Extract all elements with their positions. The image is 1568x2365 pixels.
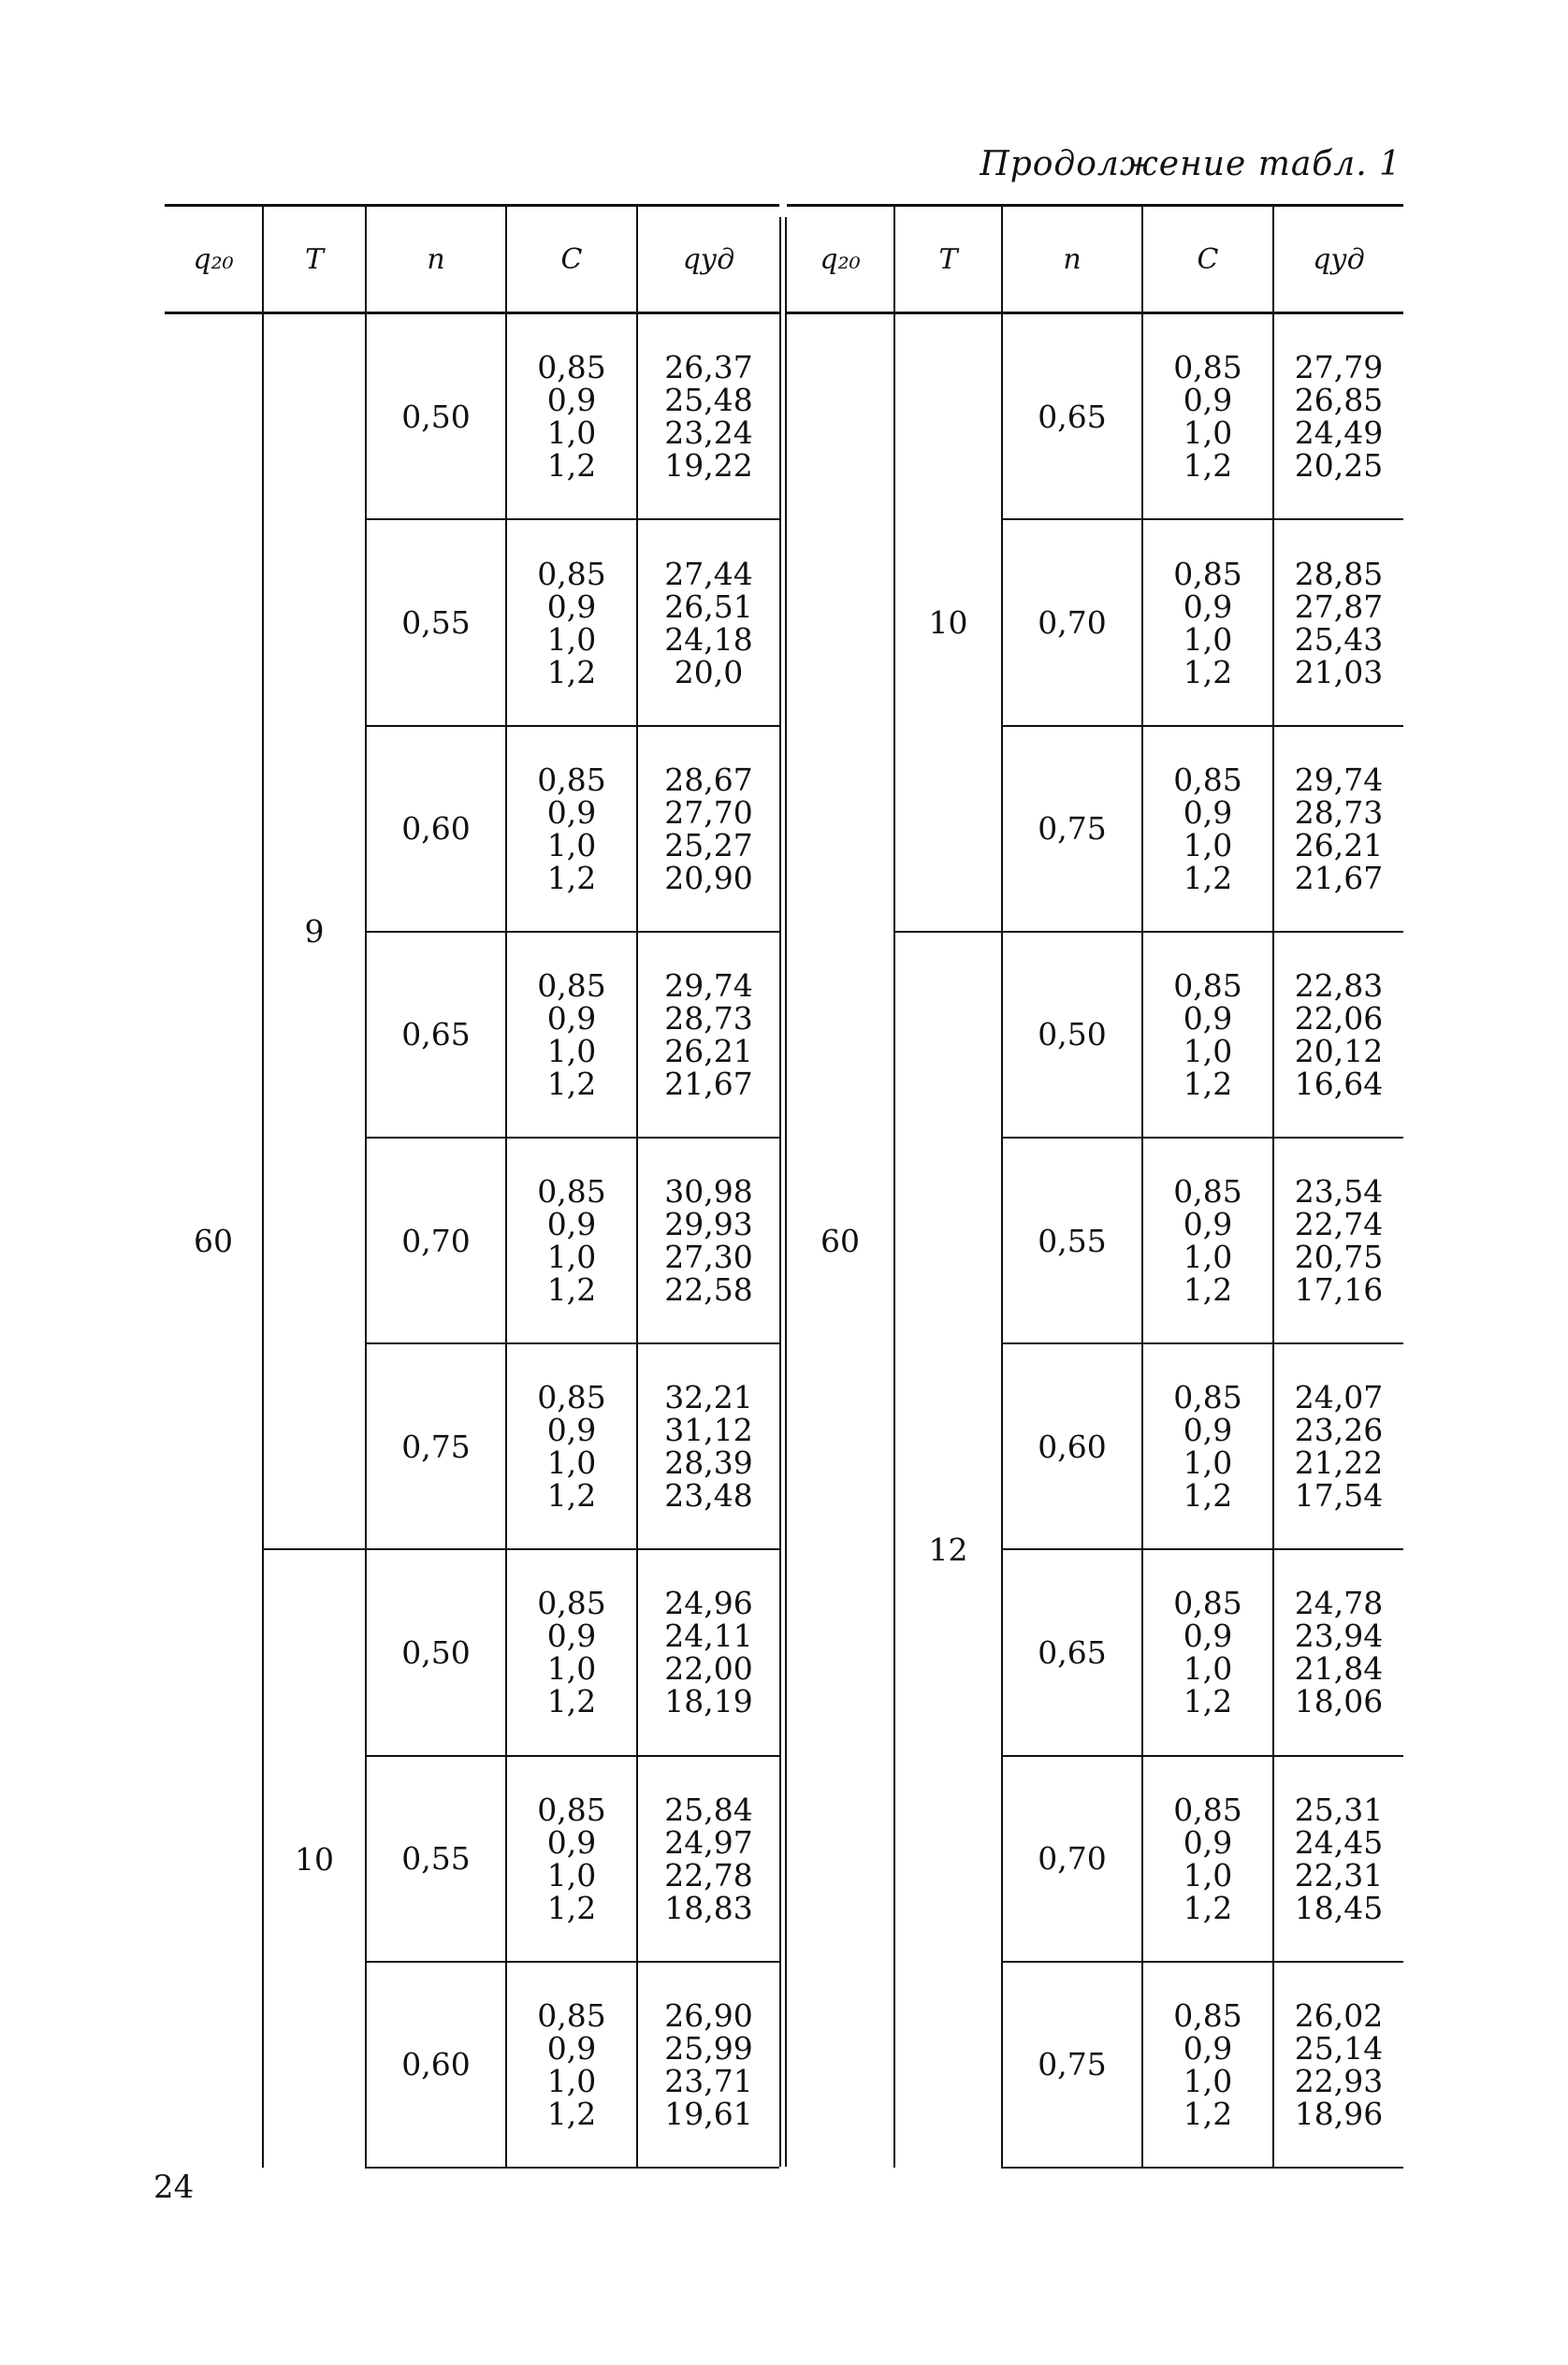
c-value: 0,9 [1183, 2029, 1233, 2067]
c-value: 0,9 [1183, 793, 1233, 831]
n-cell: 0,55 [366, 519, 506, 725]
qud-cell [1273, 313, 1403, 520]
qud-value: 25,31 [1294, 1791, 1384, 1828]
c-value: 1,2 [546, 2095, 597, 2132]
qud-value: 20,90 [664, 859, 753, 896]
qud-values [1274, 1379, 1403, 1515]
c-value: 0,85 [537, 349, 606, 386]
c-value: 1,2 [1183, 2095, 1233, 2132]
n-cell: 0,65 [1002, 313, 1142, 520]
qud-value: 22,74 [1294, 1206, 1384, 1243]
qud-cell [637, 1756, 779, 1962]
n-header: n [1002, 206, 1142, 313]
c-value: 0,85 [537, 1996, 606, 2034]
qud-value: 22,06 [1294, 999, 1384, 1037]
qud-value: 28,67 [664, 761, 753, 798]
n-cell: 0,70 [366, 1138, 506, 1343]
c-value: 0,85 [537, 555, 606, 592]
qud-value: 23,54 [1294, 1173, 1384, 1211]
c-value: 1,2 [546, 1065, 597, 1102]
qud-values [1274, 763, 1403, 894]
qud-value: 27,30 [664, 1239, 753, 1276]
c-cell [506, 1343, 637, 1549]
n-cell: 0,55 [366, 1756, 506, 1962]
qud-value: 23,71 [664, 2062, 753, 2099]
c-value: 1,0 [546, 1239, 597, 1276]
c-values [1143, 966, 1272, 1102]
qud-value: 32,21 [664, 1379, 753, 1416]
qud-value: 19,22 [664, 447, 753, 485]
qud-value: 17,54 [1294, 1477, 1384, 1515]
qud-value: 21,84 [1294, 1650, 1384, 1688]
c-cell [1142, 1962, 1273, 2168]
c-cell [1142, 1343, 1273, 1549]
qud-value: 17,16 [1294, 1271, 1384, 1309]
c-value: 0,9 [546, 588, 597, 625]
q20-cell: 60 [194, 1223, 233, 1259]
header-row [787, 206, 1403, 313]
qud-value: 29,93 [664, 1206, 753, 1243]
qud-value: 21,03 [1294, 653, 1384, 690]
data-table-right [787, 204, 1403, 2169]
qud-value: 22,93 [1294, 2062, 1384, 2099]
c-value: 0,9 [546, 1823, 597, 1861]
table-caption: Продолжение табл. 1 [980, 145, 1401, 183]
c-value: 1,0 [546, 1856, 597, 1893]
qud-cell [637, 519, 779, 725]
qud-cell [1273, 1138, 1403, 1343]
qud-value: 22,00 [664, 1650, 753, 1688]
c-value: 0,9 [1183, 382, 1233, 419]
qud-value: 18,06 [1294, 1683, 1384, 1720]
qud-values [1274, 1996, 1403, 2132]
qud-value: 24,18 [664, 620, 753, 658]
c-value: 0,9 [1183, 1823, 1233, 1861]
qud-value: 24,07 [1294, 1379, 1384, 1416]
n-header: n [366, 206, 506, 313]
c-values [1143, 349, 1272, 485]
t-cell: 12 [894, 932, 1002, 2168]
c-cell [506, 1549, 637, 1755]
n-cell: 0,65 [366, 932, 506, 1138]
qud-value: 24,96 [664, 1585, 753, 1622]
qud-value: 25,43 [1294, 620, 1384, 658]
qud-value: 27,70 [664, 793, 753, 831]
right-table [787, 204, 1403, 2169]
qud-value: 28,73 [1294, 793, 1384, 831]
qud-value: 28,73 [664, 999, 753, 1037]
qud-cell [1273, 1962, 1403, 2168]
c-value: 0,9 [1183, 999, 1233, 1037]
qud-value: 18,96 [1294, 2095, 1384, 2132]
qud-value: 25,99 [664, 2029, 753, 2067]
c-value: 0,9 [546, 1206, 597, 1243]
c-cell [506, 932, 637, 1138]
qud-value: 18,45 [1294, 1889, 1384, 1926]
qud-value: 27,87 [1294, 588, 1384, 625]
t-cell: 10 [263, 1549, 366, 2168]
qud-value: 24,78 [1294, 1585, 1384, 1622]
c-value: 1,2 [546, 653, 597, 690]
c-values [507, 1587, 636, 1718]
c-value: 1,0 [1183, 826, 1233, 863]
qud-value: 22,31 [1294, 1856, 1384, 1893]
qud-values [638, 555, 779, 690]
c-value: 1,0 [1183, 1856, 1233, 1893]
qud-values [638, 1587, 779, 1718]
qud-values [1274, 349, 1403, 485]
c-value: 0,9 [546, 1618, 597, 1655]
qud-value: 24,49 [1294, 414, 1384, 452]
c-value: 1,0 [546, 826, 597, 863]
qud-value: 26,51 [664, 588, 753, 625]
qud-values [1274, 555, 1403, 690]
c-value: 1,2 [546, 1889, 597, 1926]
qud-cell [1273, 726, 1403, 932]
c-value: 1,2 [1183, 1065, 1233, 1102]
c-value: 0,85 [1173, 555, 1242, 592]
qud-value: 23,94 [1294, 1618, 1384, 1655]
qud-value: 26,21 [664, 1032, 753, 1069]
qud-value: 31,12 [664, 1412, 753, 1449]
c-value: 1,0 [1183, 1444, 1233, 1482]
c-value: 0,85 [1173, 966, 1242, 1004]
c-value: 0,85 [537, 761, 606, 798]
qud-values [638, 1173, 779, 1309]
c-value: 0,85 [537, 966, 606, 1004]
c-value: 0,9 [1183, 1412, 1233, 1449]
table-row [165, 313, 779, 520]
qud-value: 30,98 [664, 1173, 753, 1211]
c-values [507, 349, 636, 485]
qud-cell [1273, 1343, 1403, 1549]
qud-cell [1273, 1549, 1403, 1755]
c-cell [506, 313, 637, 520]
qud-cell [637, 313, 779, 520]
qud-value: 20,75 [1294, 1239, 1384, 1276]
c-value: 1,0 [1183, 1650, 1233, 1688]
c-value: 1,2 [546, 859, 597, 896]
c-value: 0,9 [546, 2029, 597, 2067]
n-cell: 0,60 [1002, 1343, 1142, 1549]
header-row [165, 206, 779, 313]
n-cell: 0,60 [366, 1962, 506, 2168]
t-cell: 9 [263, 313, 366, 1550]
c-value: 0,9 [546, 999, 597, 1037]
c-values [507, 1379, 636, 1515]
c-value: 1,0 [546, 2062, 597, 2099]
c-values [507, 1793, 636, 1924]
qud-value: 26,85 [1294, 382, 1384, 419]
qud-values [638, 1793, 779, 1924]
n-cell: 0,55 [1002, 1138, 1142, 1343]
n-cell: 0,70 [1002, 1756, 1142, 1962]
qud-value: 22,78 [664, 1856, 753, 1893]
qud-values [638, 349, 779, 485]
qud-value: 25,14 [1294, 2029, 1384, 2067]
c-value: 1,0 [546, 1444, 597, 1482]
left-table [165, 204, 779, 2169]
c-value: 0,9 [546, 1412, 597, 1449]
c-values [507, 555, 636, 690]
c-cell [1142, 313, 1273, 520]
qud-value: 18,83 [664, 1889, 753, 1926]
c-values [507, 1173, 636, 1309]
qud-cell [1273, 519, 1403, 725]
c-value: 1,0 [1183, 620, 1233, 658]
c-value: 0,85 [1173, 1996, 1242, 2034]
c-value: 0,85 [1173, 1585, 1242, 1622]
qud-header: qуд [1273, 206, 1403, 313]
c-value: 0,85 [1173, 1173, 1242, 1211]
c-cell [1142, 519, 1273, 725]
qud-value: 21,22 [1294, 1444, 1384, 1482]
qud-cell [637, 932, 779, 1138]
c-value: 0,9 [1183, 1618, 1233, 1655]
c-value: 1,0 [1183, 414, 1233, 452]
c-value: 1,0 [546, 414, 597, 452]
c-value: 1,2 [546, 447, 597, 485]
c-value: 1,2 [1183, 653, 1233, 690]
page-number: 24 [153, 2169, 195, 2206]
qud-cell [1273, 932, 1403, 1138]
qud-value: 23,48 [664, 1477, 753, 1515]
qud-value: 29,74 [1294, 761, 1384, 798]
qud-cell [637, 1962, 779, 2168]
c-cell [1142, 1549, 1273, 1755]
qud-values [638, 1379, 779, 1515]
qud-values [1274, 966, 1403, 1102]
c-cell [506, 1138, 637, 1343]
n-cell: 0,65 [1002, 1549, 1142, 1755]
qud-value: 25,27 [664, 826, 753, 863]
c-value: 0,9 [546, 382, 597, 419]
qud-value: 26,02 [1294, 1996, 1384, 2034]
t-cell: 10 [894, 313, 1002, 932]
qud-values [638, 1996, 779, 2132]
qud-value: 24,97 [664, 1823, 753, 1861]
c-values [1143, 555, 1272, 690]
c-value: 0,85 [1173, 349, 1242, 386]
c-value: 0,85 [1173, 761, 1242, 798]
qud-values [1274, 1587, 1403, 1718]
qud-value: 22,83 [1294, 966, 1384, 1004]
q20-cell: 60 [820, 1223, 860, 1259]
c-cell [1142, 1756, 1273, 1962]
n-cell: 0,70 [1002, 519, 1142, 725]
qud-header: qуд [637, 206, 779, 313]
c-value: 1,2 [1183, 1477, 1233, 1515]
qud-values [1274, 1793, 1403, 1924]
qud-value: 20,25 [1294, 447, 1384, 485]
qud-values [638, 966, 779, 1102]
qud-value: 26,21 [1294, 826, 1384, 863]
qud-value: 25,84 [664, 1791, 753, 1828]
qud-value: 27,44 [664, 555, 753, 592]
n-cell: 0,50 [366, 1549, 506, 1755]
n-cell: 0,75 [1002, 1962, 1142, 2168]
c-value: 1,0 [1183, 2062, 1233, 2099]
qud-cell [637, 726, 779, 932]
q20-header: q₂₀ [787, 206, 894, 313]
qud-value: 26,37 [664, 349, 753, 386]
c-values [1143, 1587, 1272, 1718]
c-value: 0,9 [1183, 1206, 1233, 1243]
qud-value: 25,48 [664, 382, 753, 419]
c-value: 1,0 [546, 1650, 597, 1688]
qud-value: 21,67 [1294, 859, 1384, 896]
c-cell [506, 519, 637, 725]
c-cell [1142, 726, 1273, 932]
c-value: 1,2 [1183, 1889, 1233, 1926]
q20-header: q₂₀ [165, 206, 263, 313]
c-value: 1,2 [546, 1477, 597, 1515]
c-value: 0,85 [537, 1173, 606, 1211]
c-values [1143, 1379, 1272, 1515]
qud-value: 21,67 [664, 1065, 753, 1102]
c-value: 1,2 [546, 1683, 597, 1720]
c-value: 1,0 [546, 1032, 597, 1069]
qud-value: 16,64 [1294, 1065, 1384, 1102]
qud-cell [637, 1138, 779, 1343]
data-table-left [165, 204, 779, 2169]
qud-value: 20,12 [1294, 1032, 1384, 1069]
c-values [1143, 1793, 1272, 1924]
qud-value: 29,74 [664, 966, 753, 1004]
table-row [787, 313, 1403, 520]
qud-value: 19,61 [664, 2095, 753, 2132]
c-value: 1,0 [1183, 1239, 1233, 1276]
c-value: 0,85 [1173, 1379, 1242, 1416]
n-cell: 0,50 [1002, 932, 1142, 1138]
n-cell: 0,50 [366, 313, 506, 520]
t-header: T [263, 206, 366, 313]
c-values [507, 966, 636, 1102]
c-value: 1,0 [1183, 1032, 1233, 1069]
c-value: 0,85 [1173, 1791, 1242, 1828]
t-header: T [894, 206, 1002, 313]
c-values [1143, 1173, 1272, 1309]
qud-value: 28,85 [1294, 555, 1384, 592]
c-cell [506, 1962, 637, 2168]
double-column-divider [779, 217, 787, 2167]
c-value: 1,2 [546, 1271, 597, 1309]
n-cell: 0,60 [366, 726, 506, 932]
qud-value: 23,24 [664, 414, 753, 452]
c-value: 0,9 [1183, 588, 1233, 625]
qud-value: 27,79 [1294, 349, 1384, 386]
qud-value: 23,26 [1294, 1412, 1384, 1449]
c-values [1143, 763, 1272, 894]
qud-value: 24,11 [664, 1618, 753, 1655]
c-value: 0,9 [546, 793, 597, 831]
n-cell: 0,75 [366, 1343, 506, 1549]
c-cell [1142, 932, 1273, 1138]
c-value: 1,2 [1183, 1683, 1233, 1720]
c-cell [1142, 1138, 1273, 1343]
qud-cell [1273, 1756, 1403, 1962]
c-value: 0,85 [537, 1791, 606, 1828]
qud-values [1274, 1173, 1403, 1309]
c-value: 1,0 [546, 620, 597, 658]
c-header: C [506, 206, 637, 313]
qud-value: 28,39 [664, 1444, 753, 1482]
c-values [507, 763, 636, 894]
qud-value: 26,90 [664, 1996, 753, 2034]
c-values [507, 1996, 636, 2132]
qud-value: 18,19 [664, 1683, 753, 1720]
c-values [1143, 1996, 1272, 2132]
qud-cell [637, 1549, 779, 1755]
qud-values [638, 763, 779, 894]
c-value: 0,85 [537, 1379, 606, 1416]
c-value: 1,2 [1183, 1271, 1233, 1309]
c-value: 1,2 [1183, 859, 1233, 896]
qud-value: 24,45 [1294, 1823, 1384, 1861]
c-header: C [1142, 206, 1273, 313]
qud-cell [637, 1343, 779, 1549]
c-value: 0,85 [537, 1585, 606, 1622]
c-value: 1,2 [1183, 447, 1233, 485]
c-cell [506, 726, 637, 932]
qud-value: 20,0 [674, 653, 744, 690]
c-cell [506, 1756, 637, 1962]
qud-value: 22,58 [664, 1271, 753, 1309]
n-cell: 0,75 [1002, 726, 1142, 932]
